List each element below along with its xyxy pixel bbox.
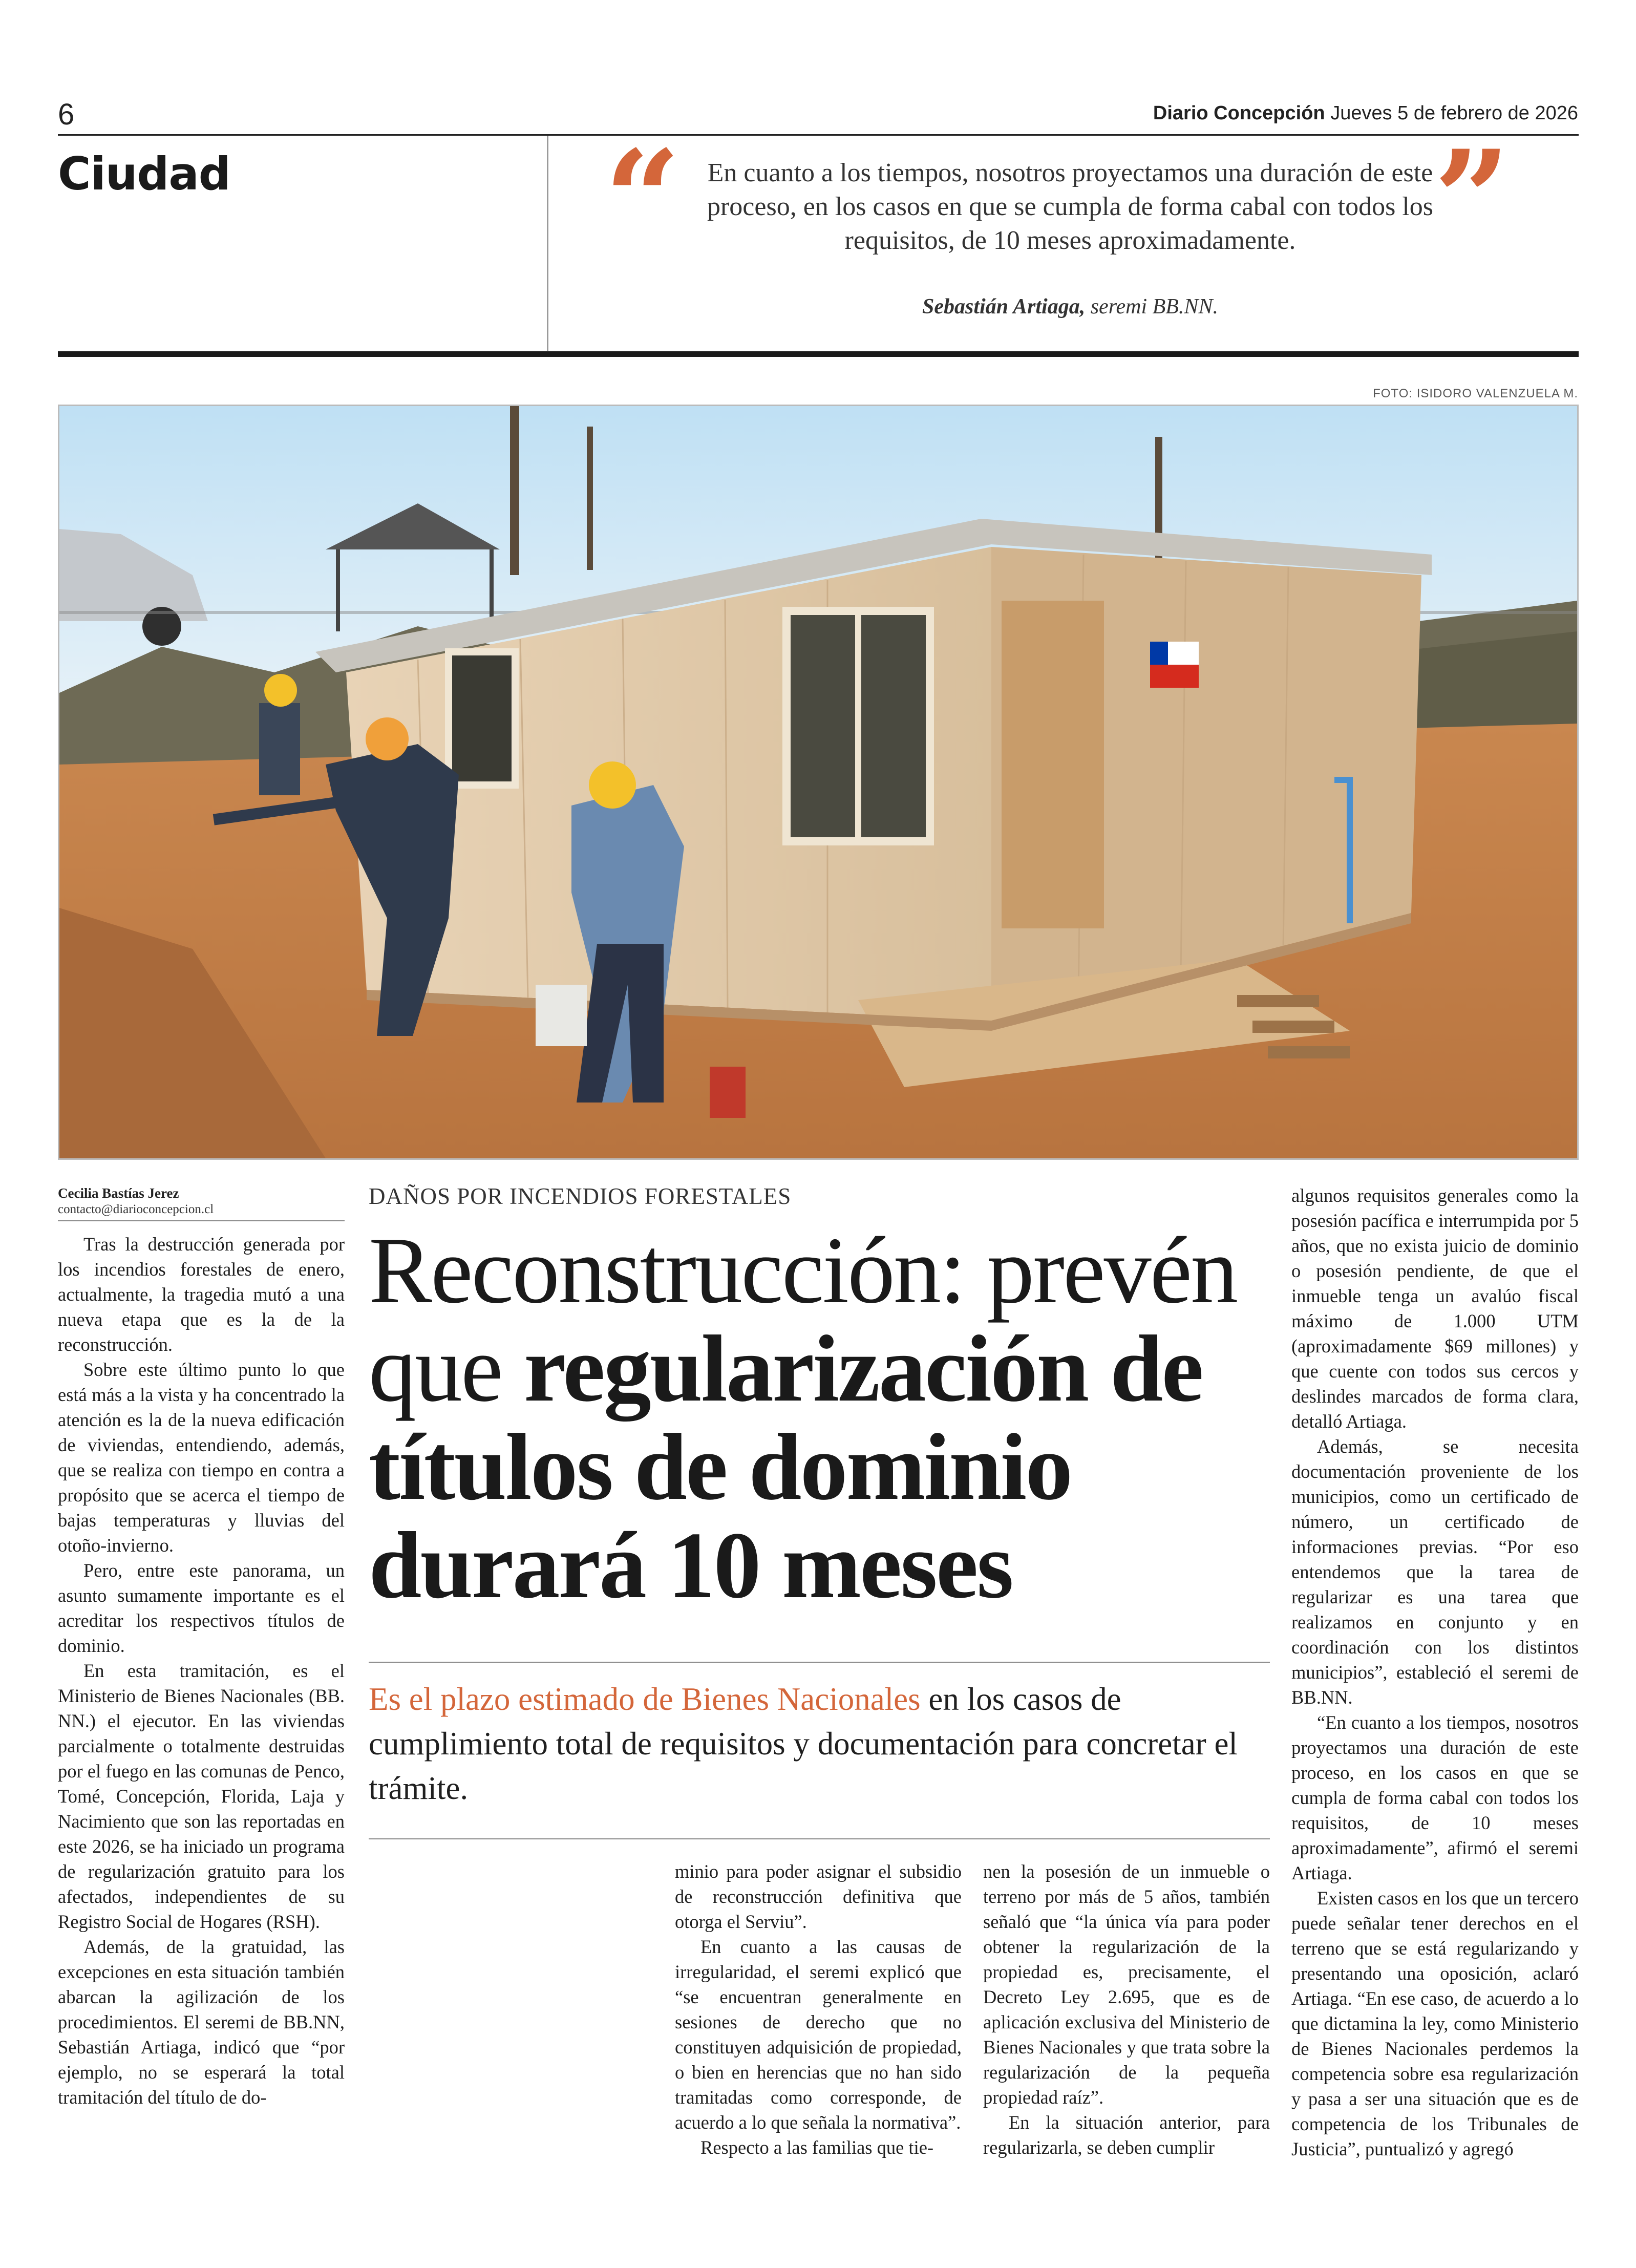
close-quote-icon: ” [1434,121,1511,278]
headline-rule [369,1662,1270,1663]
article-summary [369,1677,1270,1811]
photo-credit: FOTO: ISIDORO VALENZUELA M. [1373,387,1578,400]
headline-bold: regularización de títulos de dominio durará 10 meses [369,1316,1202,1618]
article-headline [369,1218,1270,1618]
summary-accent: Es el plazo estimado de Bienes Nacionales [369,1681,921,1717]
pull-quote-author: Sebastián Artiaga, [922,295,1086,319]
paragraph: Respecto a las familias que tie- [700,2137,934,2158]
pull-quote-text: En cuanto a los tiempos, nosotros proyectamos una duración de este proceso, en los casos en que se cumpla de forma cabal con todos los requisitos, de 10 meses aproximadamente. [707,158,1433,255]
publication-name: Diario Concepción [1153,102,1325,124]
paragraph: En cuanto a las causas de irregularidad, el seremi explicó que “se encuentran generalmente en sesiones de derecho que no constituyen adquisición de propiedad, o bien en herencias que no han sido tramitadas como corresponde, de acuerdo a lo que señala la normativa”. [675,1936,962,2133]
paragraph: En la situación anterior, para regularizarla, se deben cumplir [983,2112,1270,2158]
byline-rule [58,1220,345,1221]
byline-author: Cecilia Bastías Jerez [58,1185,179,1201]
paragraph: “En cuanto a los tiempos, nosotros proyectamos una duración de este proceso, en los casos en que se cumpla de forma cabal con todos los requisitos, de 10 meses aproximadamente”, afirmó el seremi Artiaga. [1291,1712,1579,1883]
summary-text: en los casos de cumplimiento total de requisitos y documentación para concretar el trámite. [369,1681,1238,1806]
main-photo [58,405,1579,1160]
publication-date: Jueves 5 de febrero de 2026 [1330,102,1578,124]
paragraph: Sobre este último punto lo que está más a la vista y ha concentrado la atención es la de la nueva edificación de viviendas, entendiendo, además, que se realiza con tiempo en contra a propósito que se acerca el tiempo de bajas temperaturas y lluvias del otoño-invierno. [58,1359,345,1556]
body-column-3 [983,1859,1270,2217]
summary-rule [369,1838,1270,1839]
body-column-4 [1291,1183,1579,2217]
page-number: 6 [58,98,75,131]
paragraph: En esta tramitación, es el Ministerio de Bienes Nacionales (BB. NN.) el ejecutor. En las viviendas parcialmente o totalmente destruidas por el fuego en las comunas de Penco, Tomé, Concepción, Florida, Laja y Nacimiento que son las reportadas en este 2026, se ha iniciado un programa de regularización gratuito para los afectados, independientes de su Registro Social de Hogares (RSH). [58,1660,345,1932]
byline-email: contacto@diarioconcepcion.cl [58,1202,214,1216]
paragraph: Además, se necesita documentación proveniente de los municipios, como un certificado de número, un certificado de informaciones previas. “Por eso entendemos que la tarea de regularizar es una tarea que realizamos en conjunto y en coordinación con los distintos municipios”, estableció el seremi de BB.NN. [1291,1436,1579,1708]
paragraph: nen la posesión de un inmueble o terreno por más de 5 años, también señaló que “la única vía para poder obtener la regularización de la propiedad es, precisamente, el Decreto Ley 2.695, que es de aplicación exclusiva del Ministerio de Bienes Nacionales y que trata sobre la regularización de la pequeña propiedad raíz”. [983,1861,1270,2108]
headline-light: Reconstrucción: prevén que [369,1218,1237,1422]
paragraph: algunos requisitos generales como la posesión pacífica e interrumpida por 5 años, que no exista juicio de dominio o posesión pendiente, de que el inmueble tenga un avalúo fiscal máximo de 1.000 UTM (aproximadamente $69 millones) y que cuente con todos sus cercos y deslindes marcados de forma clara, detalló Artiaga. [1291,1185,1579,1432]
paragraph: Existen casos en los que un tercero puede señalar tener derechos en el terreno que se está regularizando y presentando una oposición, aclaró Artiaga. “En ese caso, de acuerdo a lo que dictamina la ley, como Ministerio de Bienes Nacionales perdemos la competencia sobre esa regularización y pasa a ser una situación que es de competencia de los Tribunales de Justicia”, puntualizó y agregó [1291,1888,1579,2159]
paragraph: Tras la destrucción generada por los incendios forestales de enero, actualmente, la tragedia mutó a una nueva etapa que es la de la reconstrucción. [58,1234,345,1355]
header-divider [547,136,548,351]
paragraph: Además, de la gratuidad, las excepciones en esta situación también abarcan la agilización de los procedimientos. El seremi de BB.NN, Sebastián Artiaga, indicó que “por ejemplo, no se esperará la total tramitación del título de do- [58,1936,345,2108]
header-thick-rule [58,351,1579,357]
article-kicker: DAÑOS POR INCENDIOS FORESTALES [369,1183,792,1209]
paragraph: Pero, entre este panorama, un asunto sumamente importante es el acreditar los respectivos títulos de dominio. [58,1560,345,1656]
pull-quote-attribution [702,294,1439,319]
body-column-1 [58,1232,345,2217]
masthead [1153,102,1578,124]
paragraph: minio para poder asignar el subsidio de reconstrucción definitiva que otorga el Serviu”. [675,1861,962,1932]
section-title: Ciudad [58,147,230,200]
body-column-2 [675,1859,962,2217]
pull-quote-role: seremi BB.NN. [1090,295,1218,319]
open-quote-icon: “ [604,121,681,278]
header-rule [58,134,1579,136]
